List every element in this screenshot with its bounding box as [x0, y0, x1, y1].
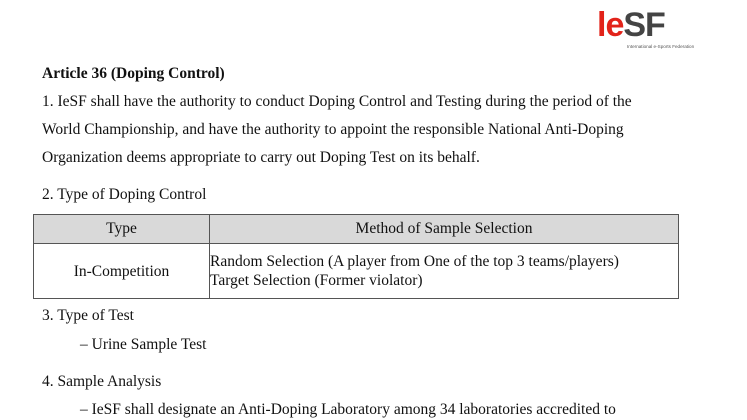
logo-tagline: International e-Sports Federation	[627, 44, 695, 49]
table-cell-method	[210, 244, 679, 299]
table-cell-type: In-Competition	[34, 244, 210, 299]
iesf-logo	[597, 8, 709, 48]
section-heading: 2. Type of Doping Control	[42, 186, 207, 203]
paragraph-line: 1. IeSF shall have the authority to conduct Doping Control and Testing during the period of the	[42, 93, 632, 110]
paragraph-line: World Championship, and have the authority to appoint the responsible National Anti-Doping	[42, 121, 624, 138]
table-header-row	[34, 215, 679, 244]
table-row	[34, 244, 679, 299]
column-header-type: Type	[34, 215, 210, 244]
doping-control-table	[33, 214, 679, 299]
method-line: Target Selection (Former violator)	[210, 272, 423, 289]
section-heading: 3. Type of Test	[42, 307, 134, 324]
column-header-method: Method of Sample Selection	[210, 215, 679, 244]
list-item: – IeSF shall designate an Anti-Doping Laboratory among 34 laboratories accredited to	[80, 401, 616, 418]
section-heading: 4. Sample Analysis	[42, 373, 162, 390]
logo-wordmark: leSF	[597, 6, 665, 44]
paragraph-line: Organization deems appropriate to carry out Doping Test on its behalf.	[42, 149, 480, 166]
method-line: Random Selection (A player from One of the top 3 teams/players)	[210, 253, 619, 270]
article-title: Article 36 (Doping Control)	[42, 65, 225, 82]
list-item: – Urine Sample Test	[80, 336, 207, 353]
